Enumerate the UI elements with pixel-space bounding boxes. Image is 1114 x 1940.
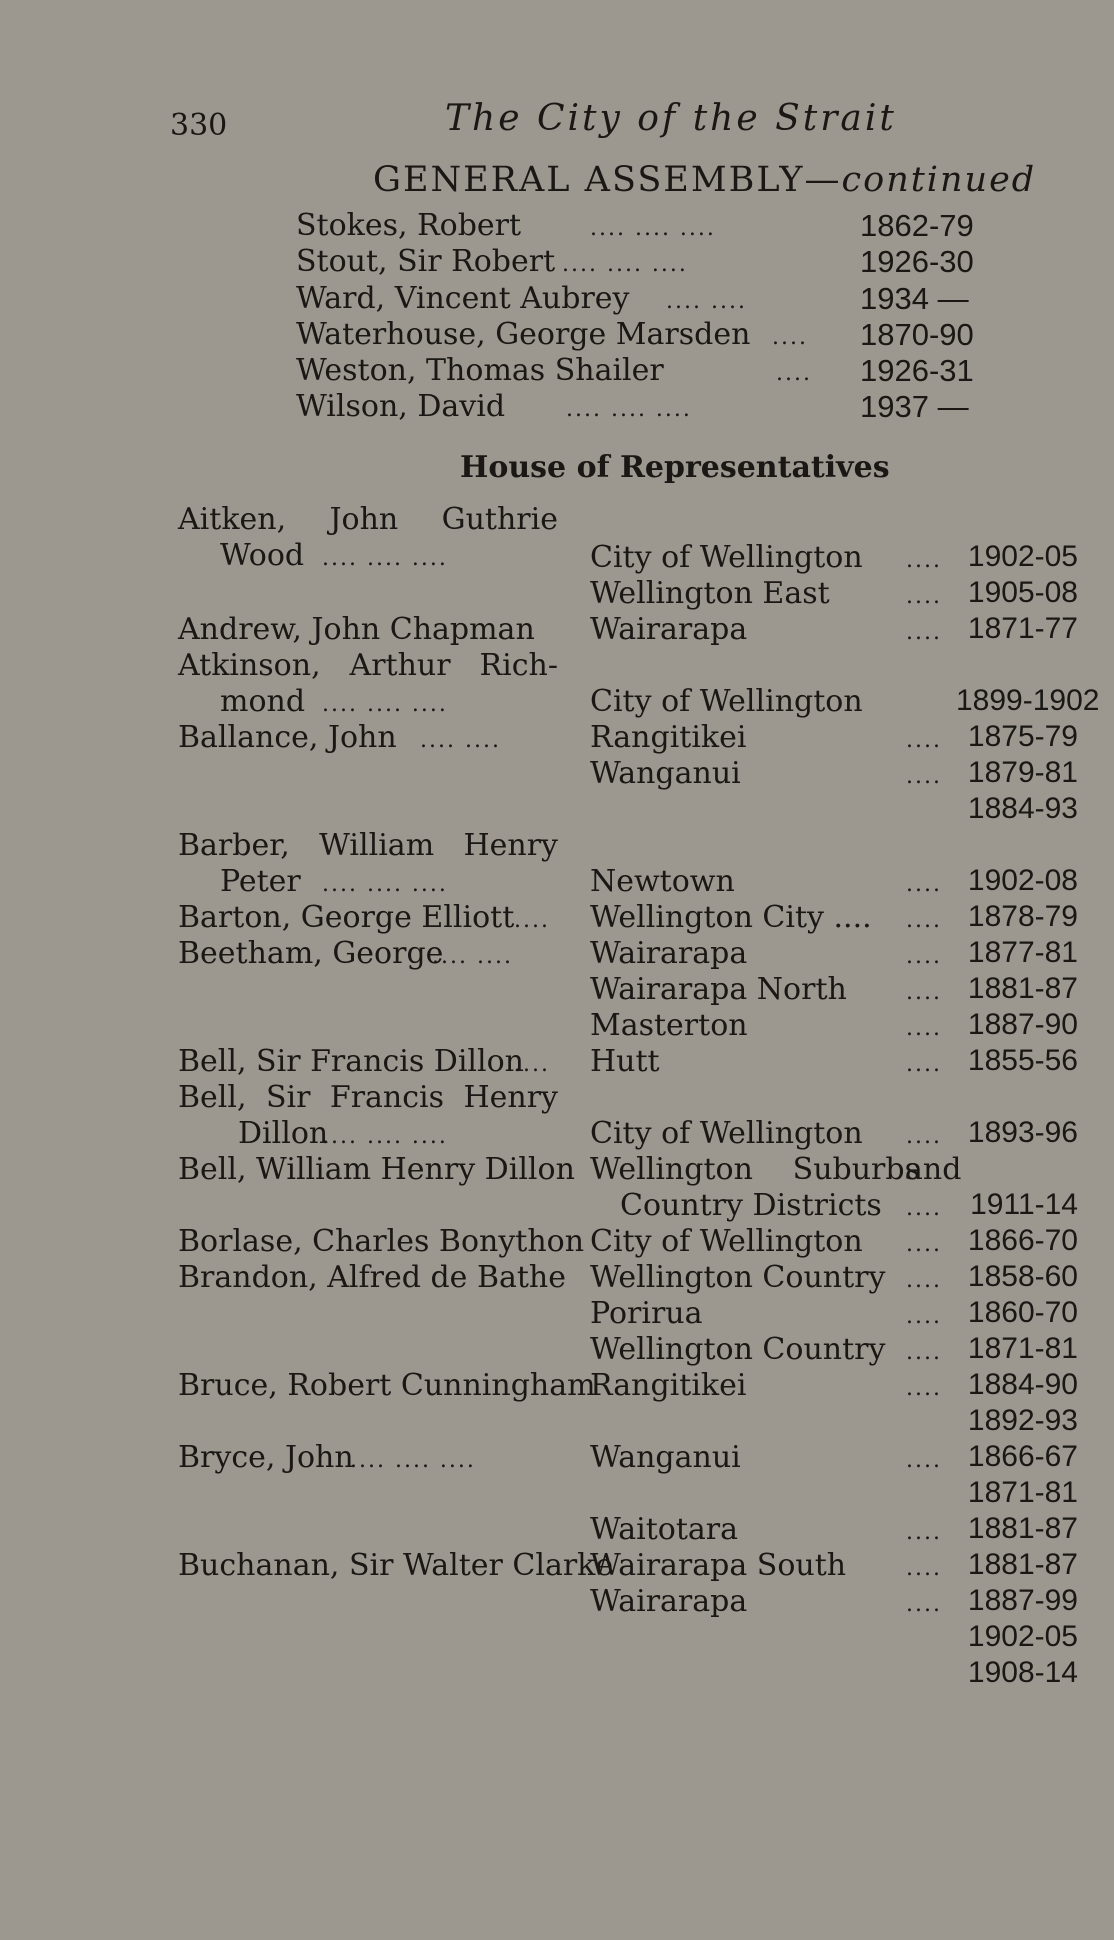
leader-dots: .... (906, 728, 942, 753)
leader-dots: .... (906, 1340, 942, 1365)
member-name: Barton, George Elliott (178, 900, 515, 935)
name-word: Bell, (178, 1080, 247, 1115)
ga-row-years: 1937 — (860, 389, 969, 424)
leader-dots: .... (906, 980, 942, 1005)
leader-dots: .... .... .... (350, 1448, 476, 1473)
electorate: Porirua (590, 1296, 703, 1331)
ga-row-name: Stout, Sir Robert (296, 244, 556, 279)
electorate: Rangitikei (590, 1368, 747, 1403)
leader-dots: .... (906, 1376, 942, 1401)
electorate-word: Suburbs (792, 1152, 920, 1187)
leader-dots: .... (906, 944, 942, 969)
years: 1877-81 (967, 936, 1078, 969)
leader-dots: .... .... .... (562, 252, 688, 277)
years: 1905-08 (967, 576, 1078, 609)
years: 1893-96 (967, 1116, 1078, 1149)
member-name: Bell, William Henry Dillon (178, 1152, 575, 1187)
house-heading: House of Representatives (460, 450, 890, 485)
years: 1884-90 (967, 1368, 1078, 1401)
leader-dots: .... (906, 620, 942, 645)
electorate: Wanganui (590, 1440, 741, 1475)
electorate: Wellington Country (590, 1260, 886, 1295)
electorate: Wairarapa North (590, 972, 847, 1007)
leader-dots: .... (514, 1052, 550, 1077)
member-name (178, 1080, 558, 1115)
name-word: Francis (329, 1080, 445, 1115)
years: 1866-67 (967, 1440, 1078, 1473)
member-name: Bell, Sir Francis Dillon (178, 1044, 524, 1079)
leader-dots: .... (906, 1232, 942, 1257)
name-word: Rich- (479, 648, 558, 683)
leader-dots: .... .... (666, 289, 747, 314)
section-title (373, 160, 1036, 200)
leader-dots: .... (906, 1520, 942, 1545)
electorate: Rangitikei (590, 720, 747, 755)
years: 1879-81 (967, 756, 1078, 789)
member-name: Bryce, John (178, 1440, 354, 1475)
electorate: Hutt (590, 1044, 660, 1079)
ga-row-name: Wilson, David (296, 389, 506, 424)
member-name: Brandon, Alfred de Bathe (178, 1260, 567, 1295)
leader-dots: .... (514, 908, 550, 933)
name-word: Guthrie (441, 502, 558, 537)
electorate: City of Wellington (590, 1116, 863, 1151)
leader-dots: .... (906, 584, 942, 609)
ga-row-years: 1926-31 (860, 353, 974, 388)
leader-dots: .... (906, 1052, 942, 1077)
ga-row-years: 1926-30 (860, 244, 974, 279)
leader-dots: .... .... .... (322, 546, 448, 571)
years: 1860-70 (967, 1296, 1078, 1329)
years: 1899-1902 (956, 684, 1100, 717)
electorate: City of Wellington (590, 684, 863, 719)
leader-dots: .... (906, 872, 942, 897)
years: 1881-87 (967, 972, 1078, 1005)
electorate: City of Wellington (590, 1224, 863, 1259)
member-name-cont: mond (220, 684, 306, 719)
leader-dots: .... (906, 1124, 942, 1149)
leader-dots: .... .... (432, 944, 513, 969)
member-name: Ballance, John (178, 720, 397, 755)
electorate: Wellington East (590, 576, 830, 611)
electorate: Wellington City .... (590, 900, 872, 935)
leader-dots: .... (906, 548, 942, 573)
leader-dots: .... (776, 361, 812, 386)
years: 1871-81 (967, 1332, 1078, 1365)
name-word: Barber, (178, 828, 290, 863)
member-name: Andrew, John Chapman (178, 612, 535, 647)
member-name-cont: Wood (220, 538, 305, 573)
leader-dots: .... .... .... (322, 872, 448, 897)
leader-dots: .... (906, 1556, 942, 1581)
member-name-cont: Dillon (238, 1116, 329, 1151)
electorate: City of Wellington (590, 540, 863, 575)
years: 1887-90 (967, 1008, 1078, 1041)
member-name-cont: Peter (220, 864, 301, 899)
name-word: Aitken, (178, 502, 287, 537)
electorate: Wellington Country (590, 1332, 886, 1367)
years: 1902-05 (967, 1620, 1078, 1653)
member-name (178, 502, 558, 537)
leader-dots: .... (906, 1196, 942, 1221)
leader-dots: .... (906, 908, 942, 933)
ga-row-years: 1862-79 (860, 208, 974, 243)
name-word: Atkinson, (178, 648, 321, 683)
years: 1892-93 (967, 1404, 1078, 1437)
years: 1871-77 (967, 612, 1078, 645)
years: 1875-79 (967, 720, 1078, 753)
leader-dots: .... .... .... (590, 216, 716, 241)
leader-dots: .... (906, 1448, 942, 1473)
name-word: Sir (265, 1080, 311, 1115)
name-word: Henry (463, 1080, 558, 1115)
section-title-main: GENERAL ASSEMBLY (373, 160, 805, 200)
years: 1881-87 (967, 1548, 1078, 1581)
running-title: The City of the Strait (445, 98, 897, 139)
name-word: John (329, 502, 399, 537)
ga-row-name: Stokes, Robert (296, 208, 522, 243)
name-word: Henry (463, 828, 558, 863)
member-name: Beetham, George (178, 936, 444, 971)
leader-dots: .... .... (420, 728, 501, 753)
ga-row-years: 1934 — (860, 281, 969, 316)
ga-row-years: 1870-90 (860, 317, 974, 352)
page-number: 330 (170, 108, 228, 143)
leader-dots: .... .... .... (322, 1124, 448, 1149)
years: 1855-56 (967, 1044, 1078, 1077)
name-word: Arthur (349, 648, 451, 683)
leader-dots: .... (906, 1304, 942, 1329)
member-name: Bruce, Robert Cunningham (178, 1368, 596, 1403)
member-name: Borlase, Charles Bonython (178, 1224, 585, 1259)
electorate-cont: Country Districts (620, 1188, 882, 1223)
ga-row-name: Waterhouse, George Marsden (296, 317, 751, 352)
years: 1908-14 (967, 1656, 1078, 1689)
years: 1902-05 (967, 540, 1078, 573)
leader-dots: .... (906, 764, 942, 789)
section-title-continued: continued (841, 160, 1037, 200)
electorate: Wanganui (590, 756, 741, 791)
years: 1858-60 (967, 1260, 1078, 1293)
years: 1884-93 (967, 792, 1078, 825)
leader-dots: .... (772, 325, 808, 350)
member-name: Buchanan, Sir Walter Clarke (178, 1548, 614, 1583)
electorate: Wairarapa (590, 1584, 748, 1619)
years: 1866-70 (967, 1224, 1078, 1257)
electorate-word: Wellington (590, 1152, 753, 1187)
years: 1887-99 (967, 1584, 1078, 1617)
leader-dots: .... (906, 1016, 942, 1041)
years: 1902-08 (967, 864, 1078, 897)
electorate: Wairarapa (590, 612, 748, 647)
name-word: William (319, 828, 435, 863)
years: 1871-81 (967, 1476, 1078, 1509)
leader-dots: .... (906, 1268, 942, 1293)
years: 1878-79 (967, 900, 1078, 933)
member-name (178, 648, 558, 683)
years: 1911-14 (970, 1188, 1078, 1221)
electorate: Wairarapa (590, 936, 748, 971)
electorate: Wairarapa South (590, 1548, 847, 1583)
leader-dots: .... .... .... (566, 397, 692, 422)
electorate: Masterton (590, 1008, 748, 1043)
ga-row-name: Ward, Vincent Aubrey (296, 281, 630, 316)
years: 1881-87 (967, 1512, 1078, 1545)
electorate-word: and (905, 1152, 962, 1187)
member-name (178, 828, 558, 863)
leader-dots: .... .... .... (322, 692, 448, 717)
electorate: Newtown (590, 864, 735, 899)
section-title-dash: — (804, 160, 842, 200)
electorate (590, 1152, 920, 1187)
leader-dots: .... (906, 1592, 942, 1617)
electorate: Waitotara (590, 1512, 738, 1547)
ga-row-name: Weston, Thomas Shailer (296, 353, 664, 388)
